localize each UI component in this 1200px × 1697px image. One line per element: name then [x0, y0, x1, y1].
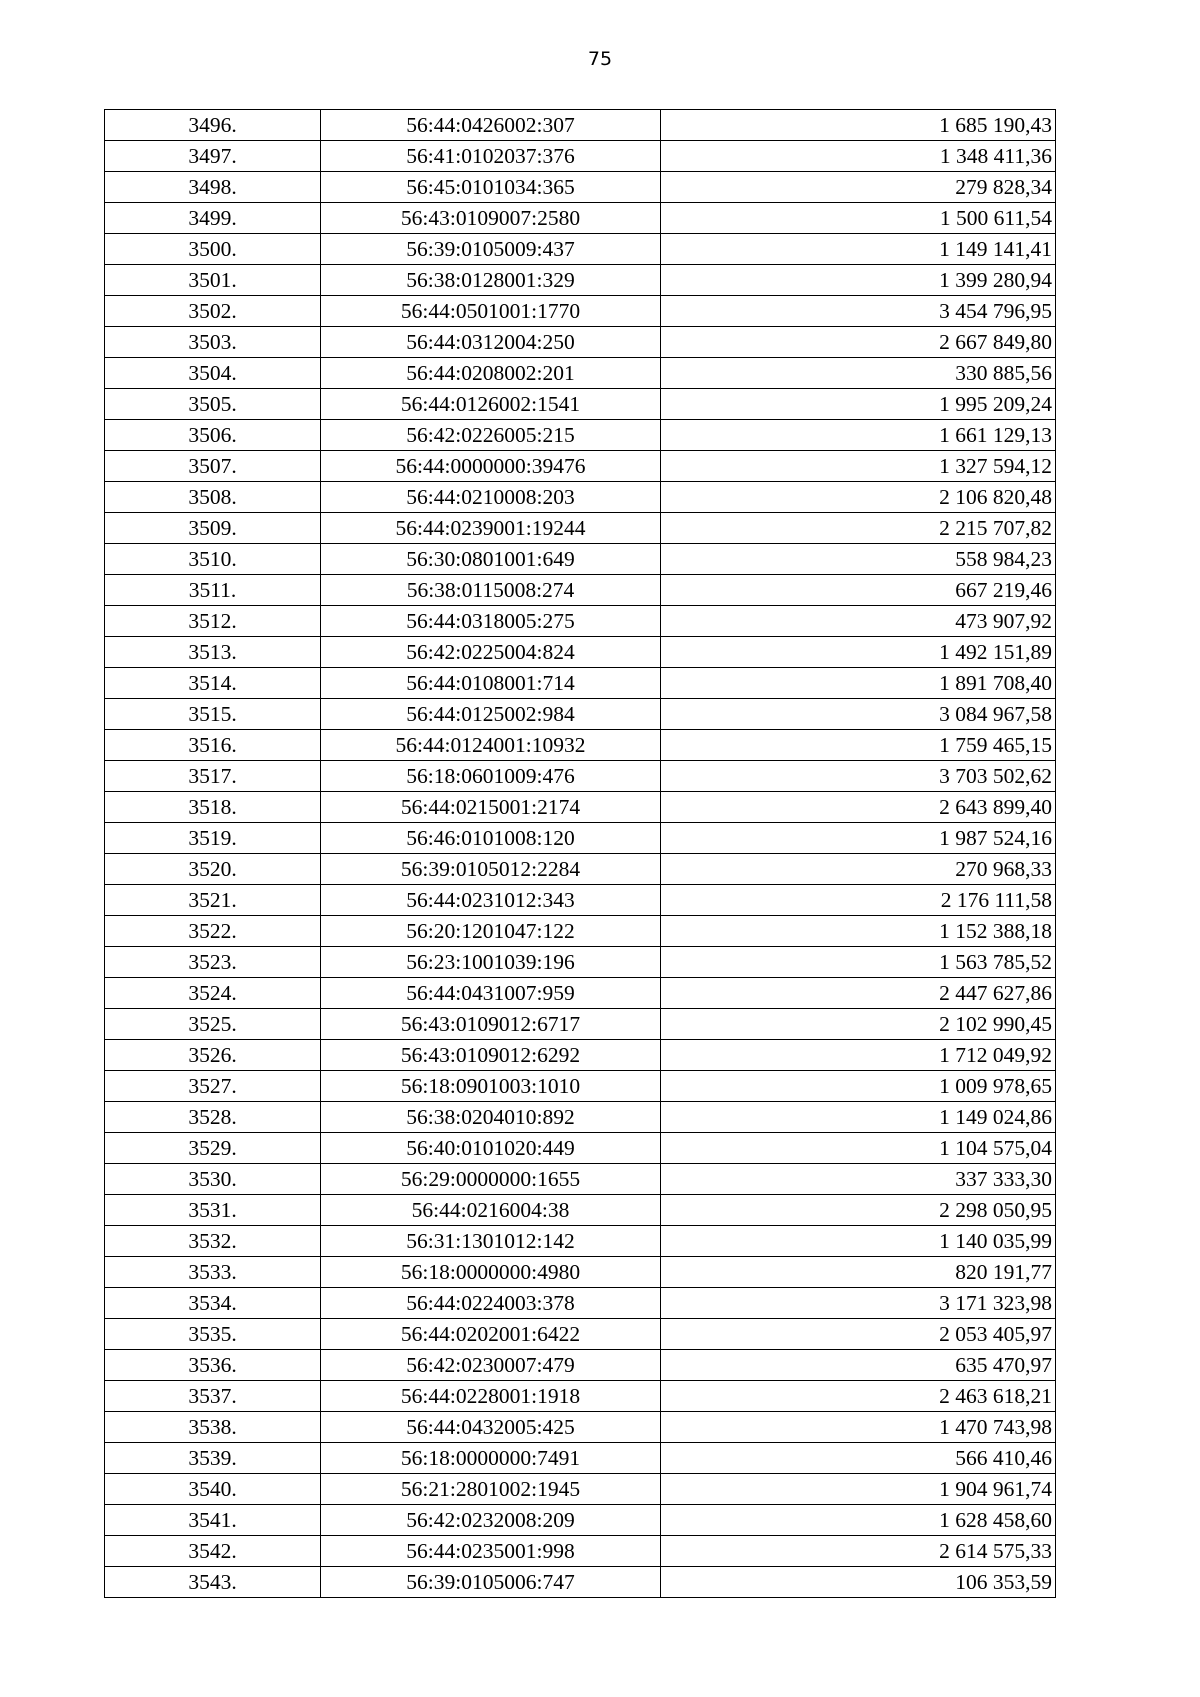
table-row — [105, 1505, 1056, 1536]
cadastral-value-cell: 270 968,33 — [661, 854, 1056, 885]
cadastral-value-cell: 1 904 961,74 — [661, 1474, 1056, 1505]
row-number-cell: 3517. — [105, 761, 321, 792]
table-row — [105, 575, 1056, 606]
table-row — [105, 389, 1056, 420]
cadastral-number-cell: 56:38:0115008:274 — [321, 575, 661, 606]
cadastral-value-cell: 1 149 024,86 — [661, 1102, 1056, 1133]
cadastral-number-cell: 56:20:1201047:122 — [321, 916, 661, 947]
row-number-cell: 3521. — [105, 885, 321, 916]
cadastral-value-cell: 1 759 465,15 — [661, 730, 1056, 761]
table-row — [105, 699, 1056, 730]
cadastral-number-cell: 56:18:0601009:476 — [321, 761, 661, 792]
cadastral-value-cell: 1 712 049,92 — [661, 1040, 1056, 1071]
table-row — [105, 358, 1056, 389]
cadastral-value-cell: 2 447 627,86 — [661, 978, 1056, 1009]
cadastral-value-cell: 635 470,97 — [661, 1350, 1056, 1381]
row-number-cell: 3525. — [105, 1009, 321, 1040]
cadastral-number-cell: 56:29:0000000:1655 — [321, 1164, 661, 1195]
row-number-cell: 3510. — [105, 544, 321, 575]
row-number-cell: 3497. — [105, 141, 321, 172]
cadastral-value-cell: 106 353,59 — [661, 1567, 1056, 1598]
row-number-cell: 3496. — [105, 110, 321, 141]
cadastral-number-cell: 56:40:0101020:449 — [321, 1133, 661, 1164]
table-row — [105, 606, 1056, 637]
table-body — [105, 110, 1056, 1598]
cadastral-value-cell: 1 009 978,65 — [661, 1071, 1056, 1102]
table-row — [105, 544, 1056, 575]
cadastral-value-cell: 473 907,92 — [661, 606, 1056, 637]
cadastral-value-cell: 2 614 575,33 — [661, 1536, 1056, 1567]
row-number-cell: 3537. — [105, 1381, 321, 1412]
table-row — [105, 1443, 1056, 1474]
cadastral-number-cell: 56:31:1301012:142 — [321, 1226, 661, 1257]
cadastral-value-cell: 330 885,56 — [661, 358, 1056, 389]
table-row — [105, 1257, 1056, 1288]
cadastral-value-cell: 1 470 743,98 — [661, 1412, 1056, 1443]
cadastral-value-cell: 2 667 849,80 — [661, 327, 1056, 358]
table-row — [105, 1288, 1056, 1319]
cadastral-number-cell: 56:46:0101008:120 — [321, 823, 661, 854]
cadastral-number-cell: 56:44:0239001:19244 — [321, 513, 661, 544]
cadastral-number-cell: 56:44:0431007:959 — [321, 978, 661, 1009]
table-row — [105, 296, 1056, 327]
row-number-cell: 3524. — [105, 978, 321, 1009]
cadastral-number-cell: 56:43:0109012:6717 — [321, 1009, 661, 1040]
row-number-cell: 3538. — [105, 1412, 321, 1443]
table-row — [105, 141, 1056, 172]
cadastral-value-cell: 1 685 190,43 — [661, 110, 1056, 141]
table-row — [105, 1319, 1056, 1350]
row-number-cell: 3507. — [105, 451, 321, 482]
cadastral-number-cell: 56:44:0000000:39476 — [321, 451, 661, 482]
table-row — [105, 637, 1056, 668]
table-row — [105, 513, 1056, 544]
table-row — [105, 1226, 1056, 1257]
table-row — [105, 854, 1056, 885]
cadastral-value-cell: 3 703 502,62 — [661, 761, 1056, 792]
row-number-cell: 3531. — [105, 1195, 321, 1226]
cadastral-value-cell: 1 399 280,94 — [661, 265, 1056, 296]
cadastral-number-cell: 56:44:0108001:714 — [321, 668, 661, 699]
cadastral-value-cell: 566 410,46 — [661, 1443, 1056, 1474]
row-number-cell: 3526. — [105, 1040, 321, 1071]
table-row — [105, 1102, 1056, 1133]
cadastral-value-cell: 2 298 050,95 — [661, 1195, 1056, 1226]
cadastral-number-cell: 56:39:0105006:747 — [321, 1567, 661, 1598]
cadastral-value-cell: 1 104 575,04 — [661, 1133, 1056, 1164]
table-row — [105, 1040, 1056, 1071]
cadastral-number-cell: 56:44:0125002:984 — [321, 699, 661, 730]
cadastral-value-cell: 820 191,77 — [661, 1257, 1056, 1288]
table-row — [105, 1474, 1056, 1505]
cadastral-number-cell: 56:42:0230007:479 — [321, 1350, 661, 1381]
cadastral-number-cell: 56:44:0235001:998 — [321, 1536, 661, 1567]
table-row — [105, 1133, 1056, 1164]
row-number-cell: 3508. — [105, 482, 321, 513]
row-number-cell: 3520. — [105, 854, 321, 885]
cadastral-number-cell: 56:44:0210008:203 — [321, 482, 661, 513]
table-row — [105, 978, 1056, 1009]
cadastral-value-cell: 2 053 405,97 — [661, 1319, 1056, 1350]
cadastral-value-cell: 1 492 151,89 — [661, 637, 1056, 668]
cadastral-number-cell: 56:44:0228001:1918 — [321, 1381, 661, 1412]
table-row — [105, 1350, 1056, 1381]
row-number-cell: 3535. — [105, 1319, 321, 1350]
row-number-cell: 3512. — [105, 606, 321, 637]
table-row — [105, 265, 1056, 296]
table-row — [105, 1381, 1056, 1412]
row-number-cell: 3501. — [105, 265, 321, 296]
cadastral-value-table — [104, 109, 1056, 1598]
row-number-cell: 3542. — [105, 1536, 321, 1567]
row-number-cell: 3499. — [105, 203, 321, 234]
cadastral-number-cell: 56:45:0101034:365 — [321, 172, 661, 203]
cadastral-number-cell: 56:44:0216004:38 — [321, 1195, 661, 1226]
cadastral-value-cell: 1 500 611,54 — [661, 203, 1056, 234]
table-row — [105, 327, 1056, 358]
row-number-cell: 3500. — [105, 234, 321, 265]
row-number-cell: 3516. — [105, 730, 321, 761]
table-row — [105, 172, 1056, 203]
row-number-cell: 3502. — [105, 296, 321, 327]
row-number-cell: 3511. — [105, 575, 321, 606]
row-number-cell: 3515. — [105, 699, 321, 730]
cadastral-number-cell: 56:44:0215001:2174 — [321, 792, 661, 823]
table-row — [105, 916, 1056, 947]
cadastral-value-cell: 558 984,23 — [661, 544, 1056, 575]
cadastral-number-cell: 56:30:0801001:649 — [321, 544, 661, 575]
page-number: 75 — [587, 48, 613, 70]
row-number-cell: 3529. — [105, 1133, 321, 1164]
cadastral-number-cell: 56:41:0102037:376 — [321, 141, 661, 172]
table-row — [105, 1195, 1056, 1226]
cadastral-number-cell: 56:18:0901003:1010 — [321, 1071, 661, 1102]
row-number-cell: 3534. — [105, 1288, 321, 1319]
cadastral-number-cell: 56:42:0225004:824 — [321, 637, 661, 668]
row-number-cell: 3539. — [105, 1443, 321, 1474]
cadastral-number-cell: 56:21:2801002:1945 — [321, 1474, 661, 1505]
cadastral-number-cell: 56:44:0426002:307 — [321, 110, 661, 141]
table-row — [105, 451, 1056, 482]
cadastral-number-cell: 56:44:0318005:275 — [321, 606, 661, 637]
table-row — [105, 203, 1056, 234]
cadastral-number-cell: 56:44:0224003:378 — [321, 1288, 661, 1319]
table-row — [105, 1009, 1056, 1040]
cadastral-number-cell: 56:39:0105012:2284 — [321, 854, 661, 885]
cadastral-number-cell: 56:44:0231012:343 — [321, 885, 661, 916]
table-row — [105, 1164, 1056, 1195]
cadastral-value-cell: 1 152 388,18 — [661, 916, 1056, 947]
cadastral-value-cell: 3 454 796,95 — [661, 296, 1056, 327]
table-row — [105, 1567, 1056, 1598]
cadastral-value-cell: 279 828,34 — [661, 172, 1056, 203]
cadastral-value-cell: 3 171 323,98 — [661, 1288, 1056, 1319]
cadastral-value-cell: 1 327 594,12 — [661, 451, 1056, 482]
row-number-cell: 3519. — [105, 823, 321, 854]
row-number-cell: 3533. — [105, 1257, 321, 1288]
cadastral-value-cell: 2 215 707,82 — [661, 513, 1056, 544]
row-number-cell: 3509. — [105, 513, 321, 544]
cadastral-value-cell: 1 995 209,24 — [661, 389, 1056, 420]
cadastral-number-cell: 56:44:0126002:1541 — [321, 389, 661, 420]
cadastral-number-cell: 56:44:0124001:10932 — [321, 730, 661, 761]
table-row — [105, 885, 1056, 916]
cadastral-value-cell: 1 149 141,41 — [661, 234, 1056, 265]
cadastral-number-cell: 56:44:0501001:1770 — [321, 296, 661, 327]
row-number-cell: 3543. — [105, 1567, 321, 1598]
table-row — [105, 792, 1056, 823]
row-number-cell: 3506. — [105, 420, 321, 451]
cadastral-number-cell: 56:18:0000000:7491 — [321, 1443, 661, 1474]
row-number-cell: 3504. — [105, 358, 321, 389]
cadastral-number-cell: 56:23:1001039:196 — [321, 947, 661, 978]
table-row — [105, 1412, 1056, 1443]
cadastral-value-cell: 3 084 967,58 — [661, 699, 1056, 730]
table-row — [105, 823, 1056, 854]
cadastral-value-cell: 2 463 618,21 — [661, 1381, 1056, 1412]
cadastral-number-cell: 56:42:0232008:209 — [321, 1505, 661, 1536]
cadastral-value-cell: 1 661 129,13 — [661, 420, 1056, 451]
cadastral-value-cell: 337 333,30 — [661, 1164, 1056, 1195]
row-number-cell: 3503. — [105, 327, 321, 358]
table-row — [105, 668, 1056, 699]
row-number-cell: 3532. — [105, 1226, 321, 1257]
row-number-cell: 3528. — [105, 1102, 321, 1133]
cadastral-value-cell: 2 106 820,48 — [661, 482, 1056, 513]
cadastral-value-cell: 1 140 035,99 — [661, 1226, 1056, 1257]
table-row — [105, 420, 1056, 451]
row-number-cell: 3527. — [105, 1071, 321, 1102]
table-row — [105, 761, 1056, 792]
cadastral-value-cell: 1 348 411,36 — [661, 141, 1056, 172]
cadastral-number-cell: 56:18:0000000:4980 — [321, 1257, 661, 1288]
row-number-cell: 3540. — [105, 1474, 321, 1505]
cadastral-number-cell: 56:44:0202001:6422 — [321, 1319, 661, 1350]
row-number-cell: 3498. — [105, 172, 321, 203]
row-number-cell: 3522. — [105, 916, 321, 947]
table-row — [105, 730, 1056, 761]
cadastral-number-cell: 56:43:0109012:6292 — [321, 1040, 661, 1071]
row-number-cell: 3530. — [105, 1164, 321, 1195]
table-row — [105, 947, 1056, 978]
cadastral-value-cell: 1 987 524,16 — [661, 823, 1056, 854]
row-number-cell: 3513. — [105, 637, 321, 668]
row-number-cell: 3518. — [105, 792, 321, 823]
row-number-cell: 3523. — [105, 947, 321, 978]
cadastral-number-cell: 56:44:0432005:425 — [321, 1412, 661, 1443]
row-number-cell: 3536. — [105, 1350, 321, 1381]
cadastral-value-cell: 1 563 785,52 — [661, 947, 1056, 978]
table-row — [105, 1536, 1056, 1567]
cadastral-value-cell: 2 102 990,45 — [661, 1009, 1056, 1040]
table-row — [105, 1071, 1056, 1102]
cadastral-number-cell: 56:38:0128001:329 — [321, 265, 661, 296]
table-row — [105, 234, 1056, 265]
cadastral-number-cell: 56:39:0105009:437 — [321, 234, 661, 265]
cadastral-number-cell: 56:38:0204010:892 — [321, 1102, 661, 1133]
table-row — [105, 110, 1056, 141]
table-row — [105, 482, 1056, 513]
cadastral-value-cell: 1 891 708,40 — [661, 668, 1056, 699]
cadastral-number-cell: 56:44:0208002:201 — [321, 358, 661, 389]
row-number-cell: 3505. — [105, 389, 321, 420]
row-number-cell: 3541. — [105, 1505, 321, 1536]
cadastral-number-cell: 56:42:0226005:215 — [321, 420, 661, 451]
cadastral-number-cell: 56:44:0312004:250 — [321, 327, 661, 358]
row-number-cell: 3514. — [105, 668, 321, 699]
cadastral-number-cell: 56:43:0109007:2580 — [321, 203, 661, 234]
cadastral-value-cell: 2 176 111,58 — [661, 885, 1056, 916]
cadastral-value-cell: 2 643 899,40 — [661, 792, 1056, 823]
cadastral-value-cell: 667 219,46 — [661, 575, 1056, 606]
cadastral-value-cell: 1 628 458,60 — [661, 1505, 1056, 1536]
